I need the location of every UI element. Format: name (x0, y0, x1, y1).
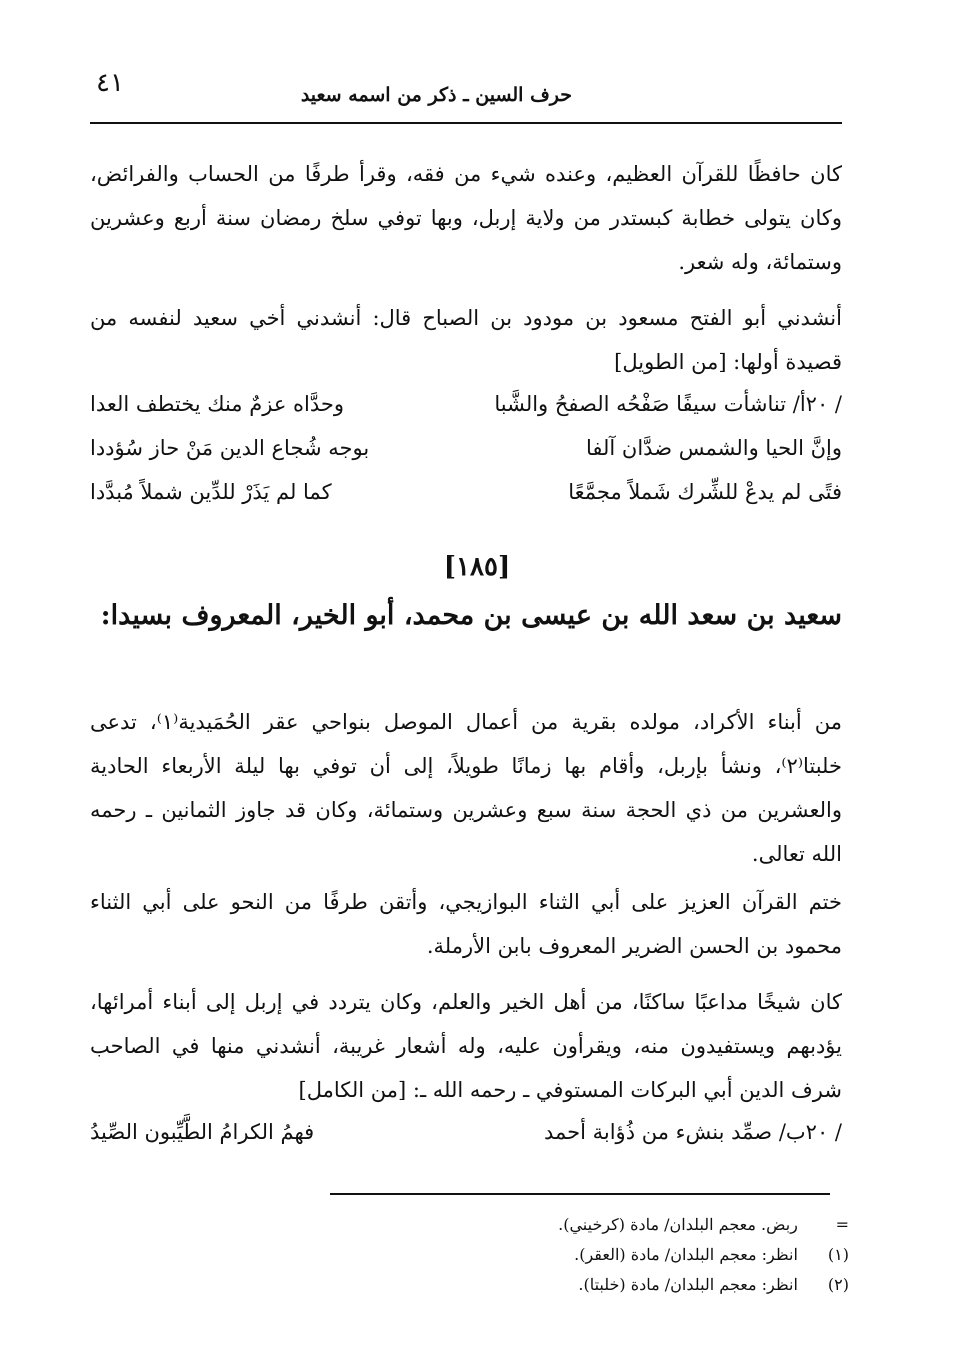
verse-line (90, 386, 842, 430)
entry-number: [١٨٥] (443, 552, 511, 582)
verse-line (90, 430, 842, 474)
paragraph-3: من أبناء الأكراد، مولده بقرية من أعمال الموصل بنواحي عقر الحُمَيدية⁽١⁾، تدعى خلبتا⁽٢⁾، ونشأ بإربل، وأقام بها زمانًا طويلاً، إلى أن توفي بها ليلة الأربعاء الحادية والعشرين من ذي الحجة سنة سبع وعشرين وستمائة، وكان قد جاوز الثمانين ـ رحمه الله تعالى. (90, 710, 843, 866)
page-number: ٤١ (96, 68, 124, 98)
verse-line (90, 1114, 842, 1158)
footnotes (329, 1210, 849, 1300)
footnote-text: انظر: معجم البلدان/ مادة (العقر). (574, 1245, 798, 1264)
verse-second-hemistich: فهمُ الكرامُ الطَّيِّبون الصِّيدُ (90, 1120, 315, 1144)
paragraph-1: كان حافظًا للقرآن العظيم، وعنده شيء من فقه، وقرأ طرفًا من الحساب والفرائض، وكان يتولى خطابة كبستدر من ولاية إربل، وبها توفي سلخ رمضان سنة أربع وعشرين وستمائة، وله شعر. (90, 162, 842, 274)
verse-first-hemistich: / ٢٠ب/ صمِّد بنشء من ذُؤابة أحمد (543, 1120, 842, 1144)
footnote (329, 1240, 849, 1270)
paragraph-4: ختم القرآن العزيز على أبي الثناء البوازيجي، وأتقن طرفًا من النحو على أبي الثناء محمود بن الحسن الضرير المعروف بابن الأرملة. (90, 890, 842, 958)
footnote (329, 1210, 849, 1240)
page-header (90, 62, 842, 122)
footnote-text: ربض. معجم البلدان/ مادة (كرخيني). (558, 1215, 798, 1234)
verse-line (90, 474, 842, 518)
footnote-mark: (١) (827, 1245, 849, 1264)
entry-title: سعيد بن سعد الله بن عيسى بن محمد، أبو الخير، المعروف بسيدا: (100, 600, 842, 631)
verse-second-hemistich: وحدَّاه عزمٌ منك يختطف العدا (90, 392, 345, 416)
verse-second-hemistich: بوجه شُجاع الدين مَنْ حاز سُؤددا (90, 436, 370, 460)
footnote-text: انظر: معجم البلدان/ مادة (خلبتا). (578, 1275, 798, 1294)
footnote-rule (330, 1193, 830, 1195)
running-title: حرف السين ـ ذكر من اسمه سعيد (300, 84, 572, 106)
verse-second-hemistich: كما لم يَذَرْ للدِّين شملاً مُبدَّدا (90, 480, 332, 504)
footnote-mark: (٢) (827, 1275, 849, 1294)
footnote (329, 1270, 849, 1300)
verse-first-hemistich: فتًى لم يدعْ للشِّرك شَملاً مجمَّعًا (568, 480, 842, 504)
paragraph-2: أنشدني أبو الفتح مسعود بن مودود بن الصباح قال: أنشدني أخي سعيد لنفسه من قصيدة أولها: [من الطويل] (90, 306, 842, 374)
verse-first-hemistich: / ٢٠أ/ تناشأت سيفًا صَفْحُه الصفحُ والشَّبا (494, 392, 842, 416)
verse-first-hemistich: وإنَّ الحيا والشمس ضدَّان آلفا (585, 436, 842, 460)
poem-block (90, 386, 842, 518)
paragraph-5: كان شيخًا مداعبًا ساكنًا، من أهل الخير والعلم، وكان يتردد في إربل إلى أبناء أمرائها، يؤدبهم ويستفيدون منه، ويقرأون عليه، وله أشعار غريبة، أنشدني منها في الصاحب شرف الدين أبي البركات المستوفي ـ رحمه الله ـ: [من الكامل] (90, 990, 842, 1102)
header-rule (90, 122, 842, 124)
footnote-mark: = (835, 1215, 849, 1234)
